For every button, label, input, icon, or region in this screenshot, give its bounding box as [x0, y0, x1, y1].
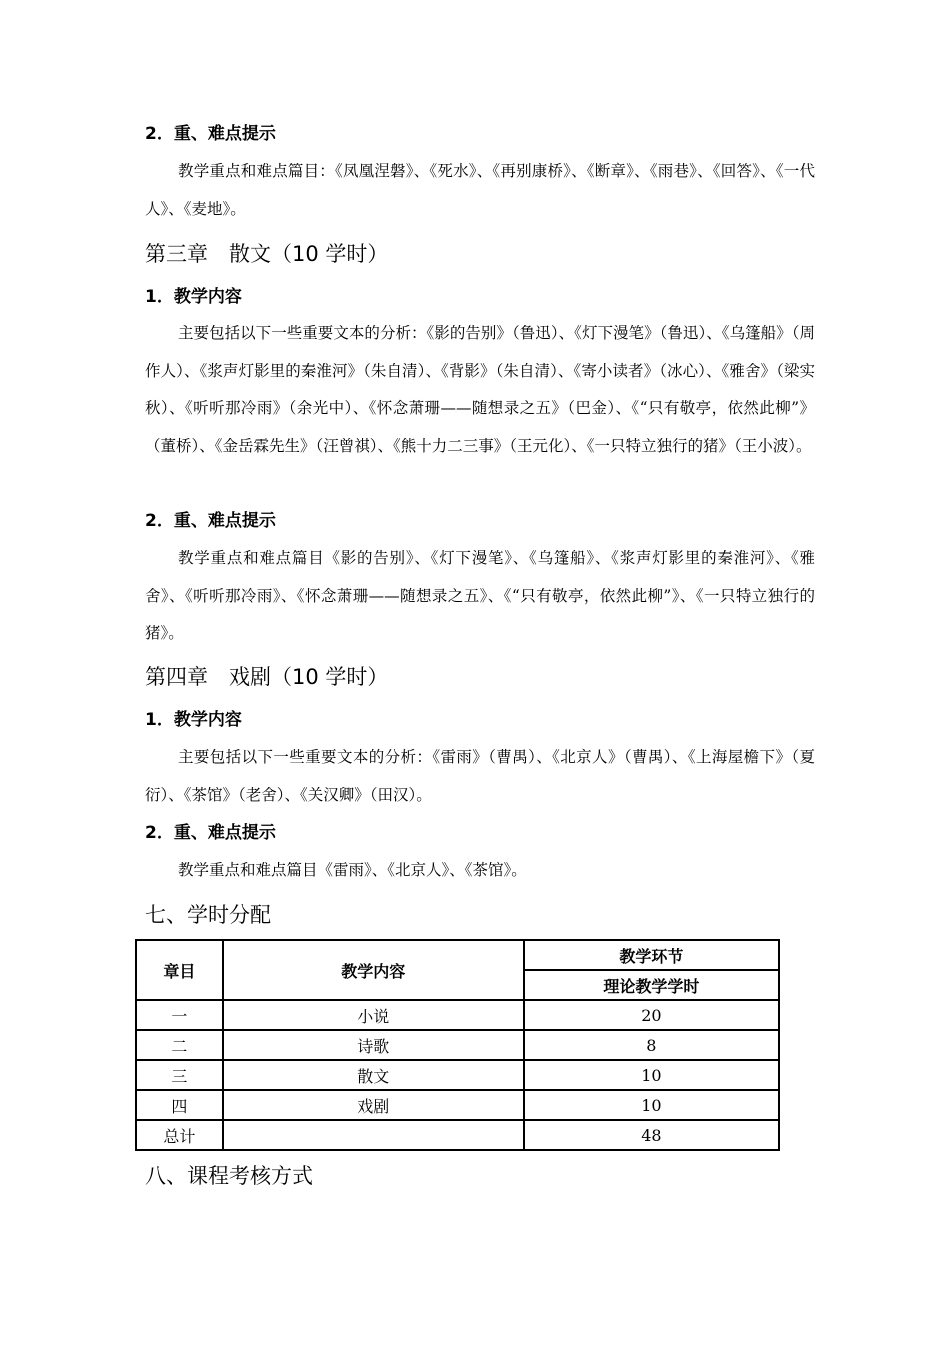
cell-hours: 8: [524, 1030, 779, 1060]
table-row: [136, 1030, 779, 1060]
ch4-title: 第四章 戏剧（10 学时）: [145, 665, 389, 689]
ch4-points-text: 教学重点和难点篇目《雷雨》、《北京人》、《茶馆》。: [178, 861, 527, 879]
header-chapter: 章目: [136, 940, 223, 1000]
ch3-content-text: 主要包括以下一些重要文本的分析：《影的告别》（鲁迅）、《灯下漫笔》（鲁迅）、《乌篷船》（周作人）、《浆声灯影里的秦淮河》（朱自清）、《背影》（朱自清）、《寄小读者》（冰心）、《雅舍》（梁实秋）、《听听那冷雨》（余光中）、《怀念萧珊——随想录之五》（巴金）、《“只有敬亭，依然此柳”》（董桥）、《金岳霖先生》（汪曾祺）、《熊十力二三事》（王元化）、《一只特立独行的猪》（王小波）。: [145, 324, 815, 455]
ch3-points-text: 教学重点和难点篇目《影的告别》、《灯下漫笔》、《乌篷船》、《浆声灯影里的秦淮河》、《雅舍》、《听听那冷雨》、《怀念萧珊——随想录之五》、《“只有敬亭，依然此柳”》、《一只特立独行的猪》。: [145, 549, 815, 642]
cell-content: 散文: [223, 1060, 524, 1090]
table-row-total: [136, 1120, 779, 1150]
cell-chapter: 四: [136, 1090, 223, 1120]
cell-content: 戏剧: [223, 1090, 524, 1120]
table-header-row: [136, 940, 779, 970]
cell-hours: 20: [524, 1000, 779, 1030]
cell-hours: 10: [524, 1060, 779, 1090]
cell-chapter: 二: [136, 1030, 223, 1060]
section8-title: 八、课程考核方式: [145, 1164, 313, 1188]
header-hours: 理论教学学时: [524, 970, 779, 1000]
ch3-title: 第三章 散文（10 学时）: [145, 242, 389, 266]
section7-title: 七、学时分配: [145, 903, 271, 927]
cell-hours: 48: [524, 1120, 779, 1150]
cell-hours: 10: [524, 1090, 779, 1120]
cell-content: 小说: [223, 1000, 524, 1030]
cell-chapter: 三: [136, 1060, 223, 1090]
ch4-content-text: 主要包括以下一些重要文本的分析：《雷雨》（曹禺）、《北京人》（曹禺）、《上海屋檐下》（夏衍）、《茶馆》（老舍）、《关汉卿》（田汉）。: [145, 748, 815, 804]
ch3-content-heading: 1．教学内容: [145, 287, 242, 307]
table-row: [136, 1000, 779, 1030]
cell-chapter: 总计: [136, 1120, 223, 1150]
table-row: [136, 1060, 779, 1090]
table-row: [136, 1090, 779, 1120]
ch2-points-heading: 2．重、难点提示: [145, 124, 276, 144]
ch3-points-heading: 2．重、难点提示: [145, 511, 276, 531]
cell-content: 诗歌: [223, 1030, 524, 1060]
ch2-points-text: 教学重点和难点篇目：《凤凰涅磐》、《死水》、《再别康桥》、《断章》、《雨巷》、《回答》、《一代人》、《麦地》。: [145, 162, 815, 218]
cell-content: [223, 1120, 524, 1150]
header-section: 教学环节: [524, 940, 779, 970]
header-content: 教学内容: [223, 940, 524, 1000]
hours-allocation-table: [135, 939, 780, 1151]
ch4-content-heading: 1．教学内容: [145, 710, 242, 730]
cell-chapter: 一: [136, 1000, 223, 1030]
ch4-points-heading: 2．重、难点提示: [145, 823, 276, 843]
